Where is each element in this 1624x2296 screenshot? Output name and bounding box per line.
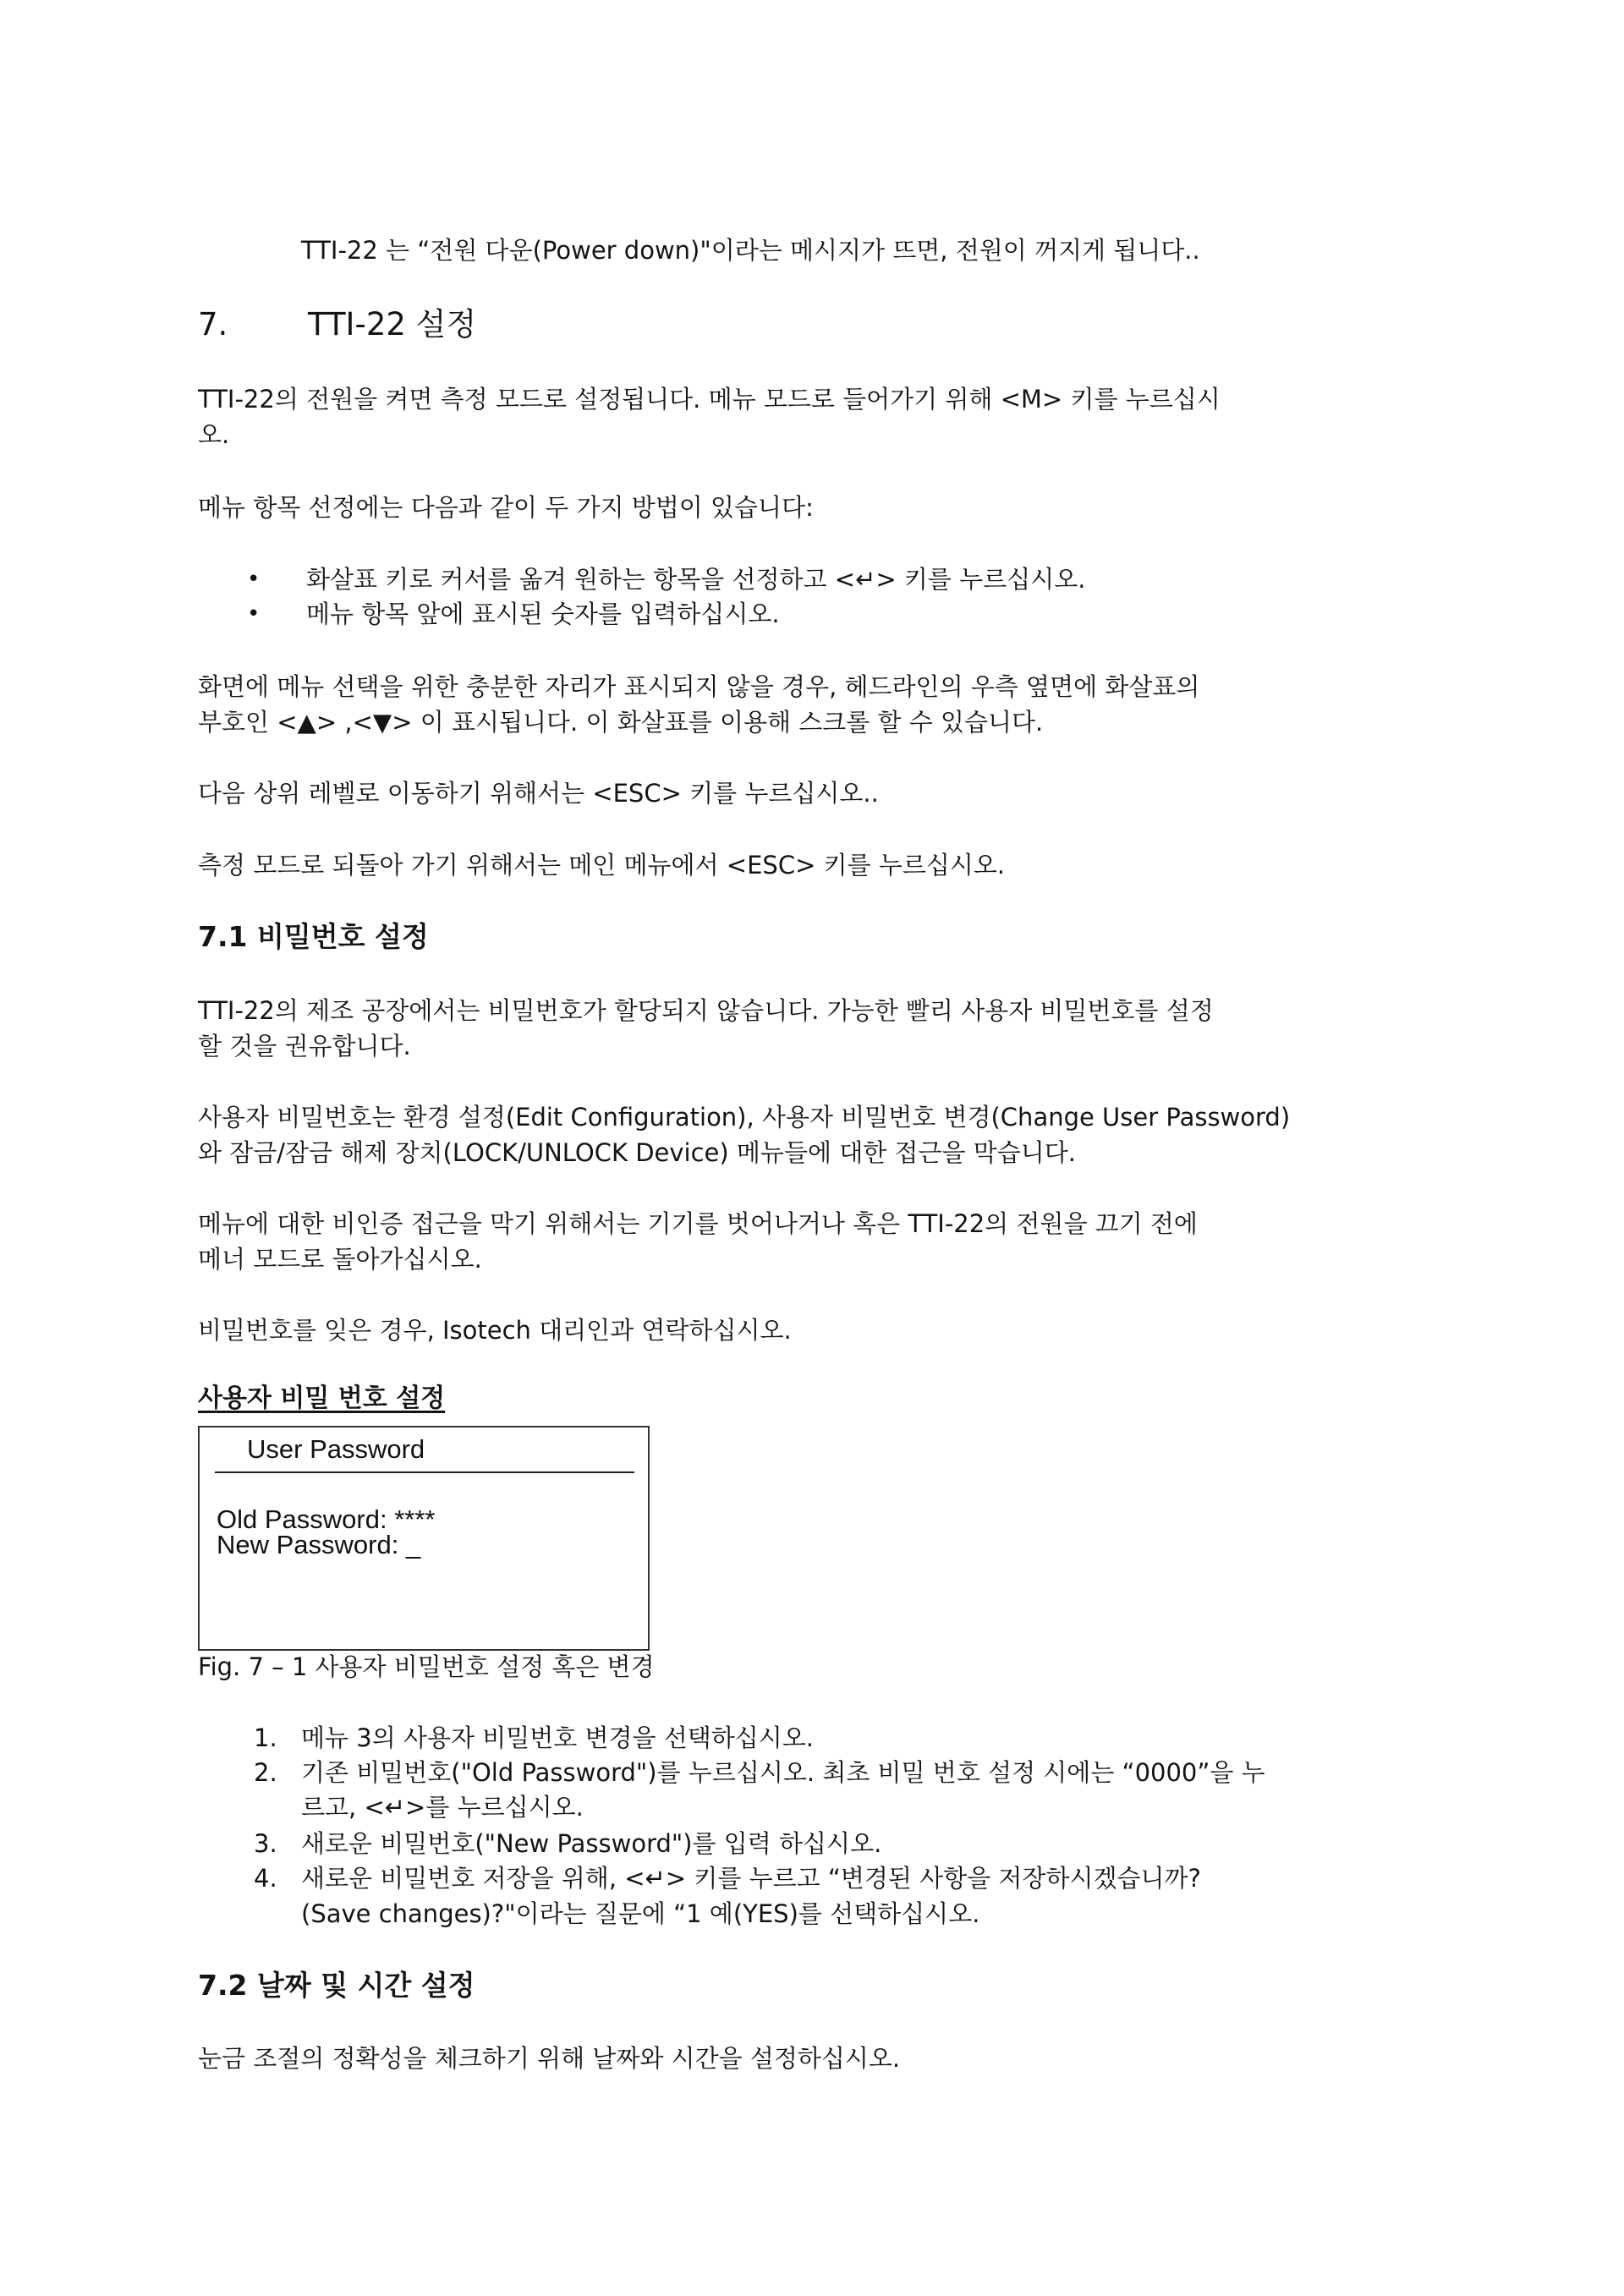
step-number: 1. <box>254 1723 277 1752</box>
section-7-1-paragraph-2-line-2: 와 잠금/잠금 해제 장치(LOCK/UNLOCK Device) 메뉴들에 대한 접근을 막습니다. <box>198 1138 1076 1167</box>
step-2-text-line-1: 기존 비밀번호("Old Password")를 누르십시오. 최초 비밀 번호 설정 시에는 “0000”을 누 <box>301 1758 1265 1787</box>
figure-new-password-row: New Password: _ <box>217 1530 421 1559</box>
step-1-text: 메뉴 3의 사용자 비밀번호 변경을 선택하십시오. <box>301 1723 815 1752</box>
section-7-paragraph-4: 다음 상위 레벨로 이동하기 위해서는 <ESC> 키를 누르십시오.. <box>198 779 879 808</box>
step-number: 4. <box>254 1864 277 1893</box>
bullet-marker: • <box>247 601 261 627</box>
section-7-title: TTI-22 설정 <box>308 306 477 342</box>
step-2-text-line-2: 르고, <↵>를 누르십시오. <box>301 1793 584 1822</box>
step-number: 2. <box>254 1758 277 1787</box>
section-7-paragraph-3-line-2: 부호인 <▲> ,<▼> 이 표시됩니다. 이 화살표를 이용해 스크롤 할 수 있습니다. <box>198 708 1044 737</box>
bullet-item-1: 화살표 키로 커서를 옮겨 원하는 항목을 선정하고 <↵> 키를 누르십시오. <box>306 565 1086 594</box>
figure-caption: Fig. 7 – 1 사용자 비밀번호 설정 혹은 변경 <box>198 1652 655 1681</box>
figure-old-password-row: Old Password: **** <box>217 1504 436 1534</box>
step-3-text: 새로운 비밀번호("New Password")를 입력 하십시오. <box>301 1829 882 1858</box>
section-7-number: 7. <box>198 306 228 342</box>
step-4-text-line-2: (Save changes)?"이라는 질문에 “1 예(YES)를 선택하십시오. <box>301 1899 980 1928</box>
figure-screen-title: User Password <box>247 1434 425 1464</box>
section-7-1-paragraph-3-line-2: 메너 모드로 돌아가십시오. <box>198 1245 482 1274</box>
section-7-1-paragraph-4: 비밀번호를 잊은 경우, Isotech 대리인과 연락하십시오. <box>198 1316 792 1345</box>
figure-title-divider <box>215 1471 634 1473</box>
section-7-paragraph-3-line-1: 화면에 메뉴 선택을 위한 충분한 자리가 표시되지 않을 경우, 헤드라인의 우측 옆면에 화살표의 <box>198 672 1200 701</box>
user-password-screen-figure <box>198 1426 650 1651</box>
password-subheading: 사용자 비밀 번호 설정 <box>198 1384 446 1413</box>
bullet-marker: • <box>247 567 261 592</box>
section-7-1-paragraph-3-line-1: 메뉴에 대한 비인증 접근을 막기 위해서는 기기를 벗어나거나 혹은 TTI-22의 전원을 끄기 전에 <box>198 1209 1198 1238</box>
section-7-1-paragraph-2-line-1: 사용자 비밀번호는 환경 설정(Edit Configuration), 사용자 비밀번호 변경(Change User Password) <box>198 1103 1291 1132</box>
section-7-paragraph-1-line-2: 오. <box>198 420 230 449</box>
step-number: 3. <box>254 1829 277 1858</box>
section-7-paragraph-2: 메뉴 항목 선정에는 다음과 같이 두 가지 방법이 있습니다: <box>198 493 814 522</box>
section-7-1-paragraph-1-line-1: TTI-22의 제조 공장에서는 비밀번호가 할당되지 않습니다. 가능한 빨리 사용자 비밀번호를 설정 <box>198 996 1214 1025</box>
section-7-2-title: 7.2 날짜 및 시간 설정 <box>198 1969 475 2002</box>
intro-line: TTI-22 는 “전원 다운(Power down)"이라는 메시지가 뜨면, 전원이 꺼지게 됩니다.. <box>301 236 1200 265</box>
section-7-2-paragraph-1: 눈금 조절의 정확성을 체크하기 위해 날짜와 시간을 설정하십시오. <box>198 2044 901 2073</box>
step-4-text-line-1: 새로운 비밀번호 저장을 위해, <↵> 키를 누르고 “변경된 사항을 저장하시겠습니까? <box>301 1864 1201 1893</box>
section-7-1-paragraph-1-line-2: 할 것을 권유합니다. <box>198 1032 411 1060</box>
section-7-paragraph-1-line-1: TTI-22의 전원을 켜면 측정 모드로 설정됩니다. 메뉴 모드로 들어가기 위해 <M> 키를 누르십시 <box>198 385 1221 414</box>
section-7-1-title: 7.1 비밀번호 설정 <box>198 920 429 953</box>
bullet-item-2: 메뉴 항목 앞에 표시된 숫자를 입력하십시오. <box>306 600 780 628</box>
section-7-paragraph-5: 측정 모드로 되돌아 가기 위해서는 메인 메뉴에서 <ESC> 키를 누르십시오. <box>198 851 1006 879</box>
